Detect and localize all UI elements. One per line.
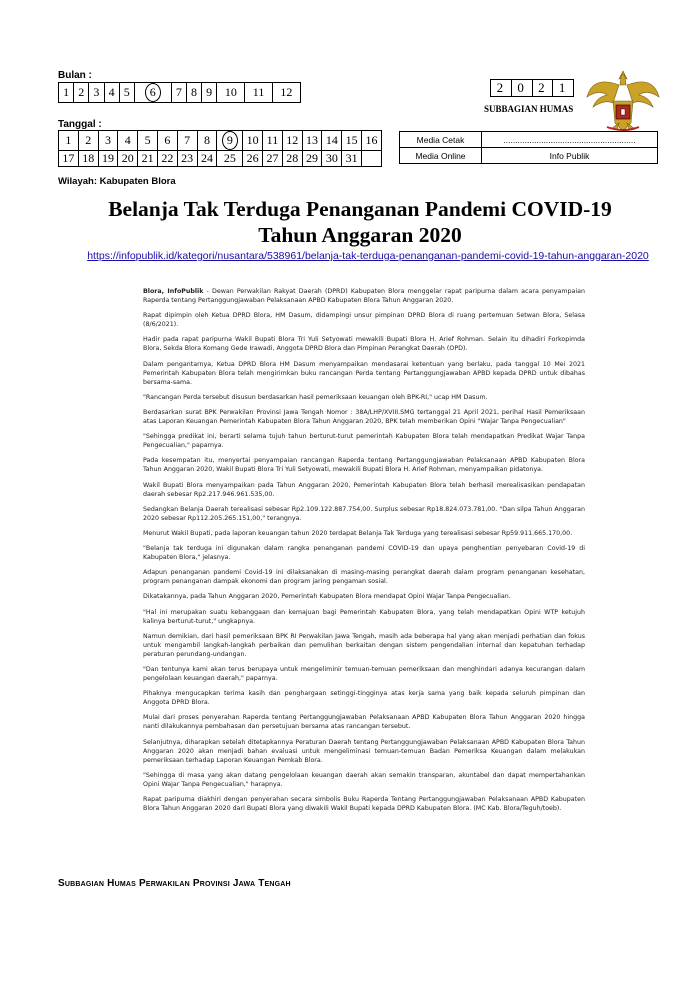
- month-cell: 4: [104, 83, 119, 103]
- media-cetak-value: ........................................................: [482, 132, 658, 148]
- article-paragraph: Pada kesempatan itu, menyertai penyampaian rancangan Raperda tentang Pertanggungjawaban Pelaksanaan APBD Kabupaten Blora Tahun Anggaran 2020, Wakil Bupati Blora Tri Yuli Setyowati, mewakili Bupati Blora H. Arief Rohman, menyampaikan pidatonya.: [143, 457, 585, 474]
- date-cell: 3: [98, 131, 118, 151]
- month-cell: [134, 83, 171, 103]
- date-cell: 12: [282, 131, 302, 151]
- date-cell: 28: [282, 151, 302, 167]
- date-cell: 23: [177, 151, 197, 167]
- date-grid: [58, 130, 382, 167]
- date-cell: 1: [59, 131, 79, 151]
- date-cell: 4: [118, 131, 138, 151]
- date-cell: 10: [243, 131, 263, 151]
- article-paragraph: "Sehingga predikat ini, berarti selama tujuh tahun berturut-turut pemerintah Kabupaten Blora telah mendapatkan Predikat Wajar Tanpa Pengecualian," paparnya.: [143, 433, 585, 450]
- date-cell: 13: [302, 131, 322, 151]
- year-digit-cell: 0: [511, 80, 532, 97]
- date-cell: 15: [342, 131, 362, 151]
- month-cell: 12: [272, 83, 300, 103]
- month-selected: 6: [145, 83, 161, 102]
- article-paragraph: Sedangkan Belanja Daerah terealisasi sebesar Rp2.109.122.887.754,00. Surplus sebesar Rp18.824.073.781,00. "Dan silpa Tahun Anggaran 2020 sebesar Rp112.205.265.151,00," terangnya.: [143, 505, 585, 522]
- article-paragraph: Dikatakannya, pada Tahun Anggaran 2020, Pemerintah Kabupaten Blora mendapat Opini Wajar Tanpa Pengecualian.: [143, 593, 511, 601]
- garuda-emblem-icon: [583, 67, 663, 133]
- date-cell: 8: [197, 131, 217, 151]
- article-paragraph: Rapat dipimpin oleh Ketua DPRD Blora, HM Dasum, didampingi unsur pimpinan DPRD Blora di ruang pertemuan Setwan Blora, Selasa (8/6/2021).: [143, 312, 585, 329]
- tanggal-label: Tanggal :: [58, 119, 102, 130]
- year-digit-cell: 2: [491, 80, 512, 97]
- date-cell-empty: [362, 151, 382, 167]
- date-cell: 31: [342, 151, 362, 167]
- article-paragraph: Mulai dari proses penyerahan Raperda tentang Pertanggungjawaban Pelaksanaan APBD Kabupaten Blora Tahun Anggaran 2020 hingga nanti dilakukannya pembahasan dan persetujuan bersama atas rancangan tersebut.: [143, 714, 585, 731]
- date-cell: 20: [118, 151, 138, 167]
- date-cell: 2: [78, 131, 98, 151]
- media-cetak-label: Media Cetak: [400, 132, 482, 148]
- media-table: [399, 131, 658, 164]
- media-online-value: Info Publik: [482, 148, 658, 164]
- date-cell: 11: [263, 131, 283, 151]
- article-paragraph: "Belanja tak terduga ini digunakan dalam rangka penanganan pandemi COVID-19 dan upaya penghentian penyebaran Covid-19 di Kabupaten Blora," jelasnya.: [143, 545, 585, 562]
- article-paragraph: Menurut Wakil Bupati, pada laporan keuangan tahun 2020 terdapat Belanja Tak Terduga yang terealisasi sebesar Rp59.911.665.170,00.: [143, 529, 573, 537]
- article-paragraph: Dalam pengantarnya, Ketua DPRD Blora HM Dasum menyampaikan mendasarai ketentuan yang berlaku, pada tanggal 10 Mei 2021 Pemerintah Kabupaten Blora telah mengirimkan buku rancangan Perda tentang Pertanggungjawaban APBD kepada DPRD untuk dibahas bersama-sama.: [143, 360, 585, 386]
- month-cell: 9: [202, 83, 217, 103]
- source-link[interactable]: https://infopublik.id/kategori/nusantara/538961/belanja-tak-terduga-penanganan-pandemi-covid-19-tahun-anggaran-2020: [87, 250, 649, 262]
- lead-text: - Dewan Perwakilan Rakyat Daerah (DPRD) Kabupaten Blora menggelar rapat paripurna dalam acara penyampaian Raperda tentang Pertanggungjawaban Pelaksanaan APBD Kabupaten Blora Tahun Anggaran 2020.: [143, 288, 585, 304]
- month-cell: 7: [171, 83, 186, 103]
- bulan-label: Bulan :: [58, 70, 92, 81]
- article-paragraph: "Sehingga di masa yang akan datang pengelolaan keuangan daerah akan semakin transparan, akuntabel dan dapat mempertahankan Opini Wajar Tanpa Pengecualian," harapnya.: [143, 771, 585, 788]
- dateline: Blora, InfoPublik: [143, 288, 204, 295]
- date-cell: 25: [217, 151, 243, 167]
- unit-name: SUBBAGIAN HUMAS: [484, 104, 574, 114]
- date-cell: 16: [362, 131, 382, 151]
- date-cell: 6: [157, 131, 177, 151]
- date-cell: 14: [322, 131, 342, 151]
- article-paragraph: Namun demikian, dari hasil pemeriksaan BPK RI Perwakilan Jawa Tengah, masih ada beberapa hal yang akan menjadi perhatian dan fokus untuk mengambil langkah-langkah perbaikan dan pemulihan berkaitan dengan sistem pengendalian internal dan kepatuhan terhadap peraturan perundang-undangan.: [143, 632, 585, 658]
- footer-unit: Subbagian Humas Perwakilan Provinsi Jawa Tengah: [58, 878, 291, 889]
- article-paragraph: Rapat paripurna diakhiri dengan penyerahan secara simbolis Buku Raperda Tentang Pertanggungjawaban Pelaksanaan APBD Kabupaten Blora Tahun Anggaran 2020 dari Bupati Blora yang diwakili Wakil Bupati kepada DPRD Kabupaten Blora. (MC Kab. Blora/Teguh/toeb).: [143, 795, 585, 812]
- article-paragraph: Wakil Bupati Blora menyampaikan pada Tahun Anggaran 2020, Pemerintah Kabupaten Blora telah berhasil merealisasikan pendapatan daerah sebesar Rp2.217.946.961.535,00.: [143, 481, 585, 498]
- article-paragraph: Adapun penanganan pandemi Covid-19 ini dilaksanakan di masing-masing perangkat daerah dalam program penanganan kesehatan, program penanganan dampak ekonomi dan program jaring pengaman sosial.: [143, 569, 585, 586]
- article-paragraph: [143, 287, 585, 305]
- date-cell: 18: [78, 151, 98, 167]
- article-paragraph: Selanjutnya, diharapkan setelah ditetapkannya Peraturan Daerah tentang Pertanggungjawaban Pelaksanaan APBD Kabupaten Blora Tahun Anggaran 2020 akan menjadi bahan evaluasi untuk mengeliminasi temuan-temuan Badan Pemeriksa Keuangan dalam melakukan pemeriksaan terhadap Laporan Keuangan Pemkab Blora.: [143, 738, 585, 764]
- date-cell: [217, 131, 243, 151]
- article-paragraph: Berdasarkan surat BPK Perwakilan Provinsi Jawa Tengah Nomor : 38A/LHP/XVIII.SMG tertanggal 21 April 2021, perihal Hasil Pemeriksaan atas Laporan Keuangan Pemerintah Kabupaten Blora Tahun Anggaran 2020, BPK telah memberikan Opini "Wajar Tanpa Pengecualian": [143, 408, 585, 425]
- title-line-2: Tahun Anggaran 2020: [258, 223, 462, 247]
- article-body: [143, 287, 585, 819]
- month-cell: 10: [217, 83, 245, 103]
- date-cell: 30: [322, 151, 342, 167]
- article-paragraph: "Hal ini merupakan suatu kebanggaan dan kemajuan bagi Pemerintah Kabupaten Blora, yang telah mendapatkan Opini WTP ketujuh kalinya berturut-turut," ungkapnya.: [143, 608, 585, 625]
- date-cell: 26: [243, 151, 263, 167]
- month-grid: [58, 82, 301, 103]
- date-cell: 7: [177, 131, 197, 151]
- month-cell: 11: [245, 83, 272, 103]
- date-selected: 9: [222, 131, 238, 150]
- month-cell: 2: [74, 83, 89, 103]
- date-cell: 24: [197, 151, 217, 167]
- media-online-label: Media Online: [400, 148, 482, 164]
- date-cell: 21: [138, 151, 158, 167]
- article-paragraph: Hadir pada rapat paripurna Wakil Bupati Blora Tri Yuli Setyowati mewakili Bupati Blora H. Arief Rohman. Selain itu dihadiri Forkopimda Blora, Sekda Blora Komang Gede Irawadi, Anggota DPRD Blora dan Pimpinan Perangkat Daerah (OPD).: [143, 336, 585, 353]
- month-cell: 1: [59, 83, 74, 103]
- month-cell: 5: [119, 83, 134, 103]
- article-paragraph: "Dan tentunya kami akan terus berupaya untuk mengeliminir temuan-temuan pemeriksaan dan menghindari adanya kecurangan dalam pengelolaan keuangan daerah," paparnya.: [143, 666, 585, 682]
- year-box: [490, 79, 574, 97]
- article-paragraph: Pihaknya mengucapkan terima kasih dan penghargaan setinggi-tingginya atas kerja sama yang baik kepada seluruh pimpinan dan Anggota DPRD Blora.: [143, 690, 585, 707]
- month-cell: 3: [89, 83, 104, 103]
- article-paragraph: "Rancangan Perda tersebut disusun berdasarkan hasil pemeriksaan keuangan oleh BPK-RI," ucap HM Dasum.: [143, 393, 488, 401]
- date-cell: 5: [138, 131, 158, 151]
- date-cell: 27: [263, 151, 283, 167]
- wilayah-label: Wilayah: Kabupaten Blora: [58, 176, 176, 187]
- date-cell: 22: [157, 151, 177, 167]
- date-cell: 17: [59, 151, 79, 167]
- date-cell: 29: [302, 151, 322, 167]
- date-cell: 19: [98, 151, 118, 167]
- article-title: [40, 196, 680, 248]
- title-line-1: Belanja Tak Terduga Penanganan Pandemi COVID-19: [108, 197, 612, 221]
- month-cell: 8: [186, 83, 201, 103]
- year-digit-cell: 2: [532, 80, 553, 97]
- year-digit-cell: 1: [553, 80, 574, 97]
